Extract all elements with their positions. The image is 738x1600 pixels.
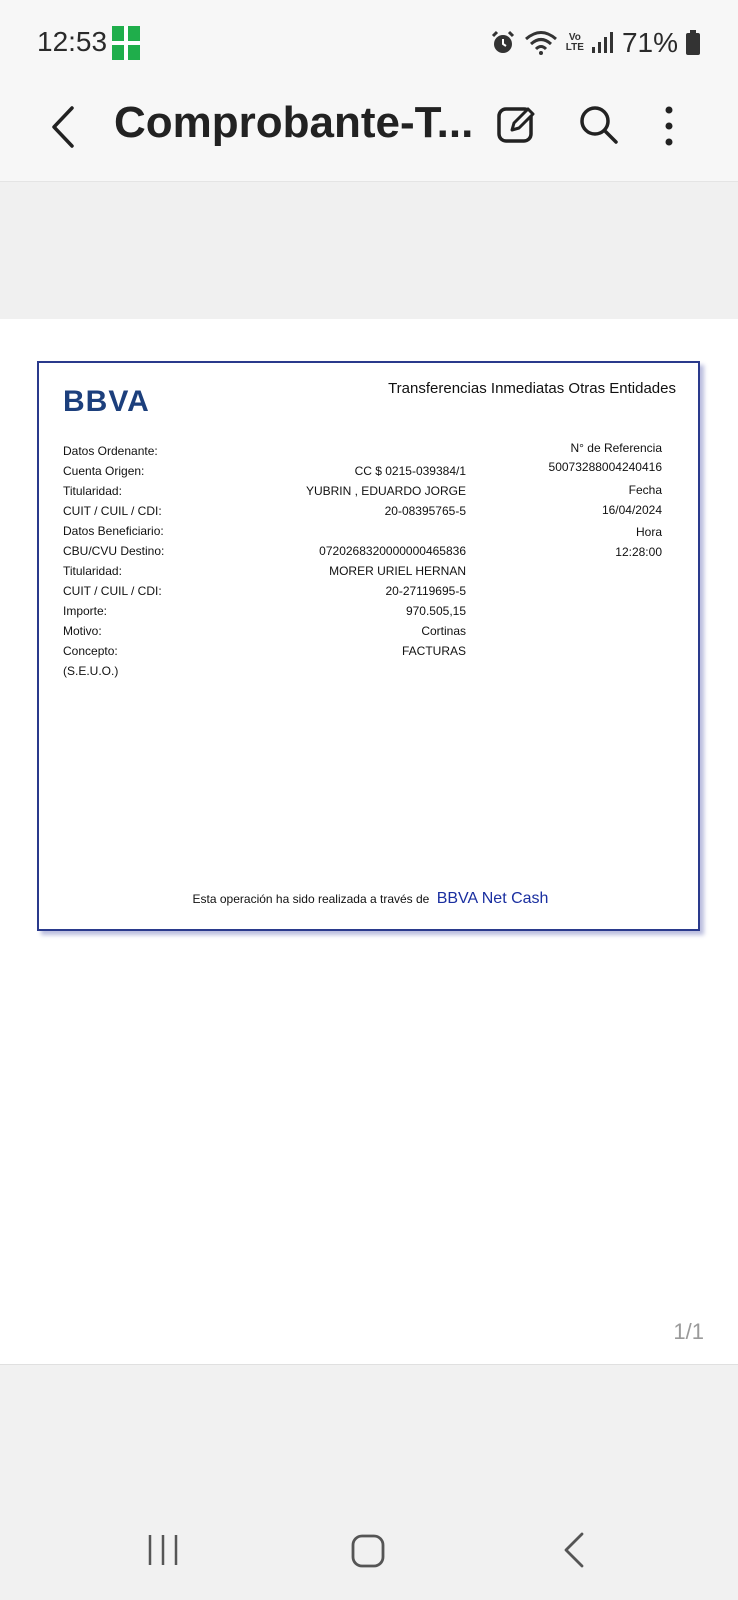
label-concepto: Concepto:: [63, 644, 118, 658]
status-icons: [490, 26, 700, 60]
reference-label: N° de Referencia: [570, 441, 662, 455]
label-importe: Importe:: [63, 604, 108, 618]
more-icon[interactable]: [656, 104, 682, 148]
time-label: Hora: [635, 525, 662, 539]
alarm-icon: [490, 30, 516, 56]
label-motivo: Motivo:: [63, 624, 102, 638]
home-icon[interactable]: [350, 1533, 386, 1569]
edit-icon[interactable]: [496, 104, 538, 146]
value-concepto: FACTURAS: [401, 644, 466, 658]
back-nav-icon[interactable]: [562, 1531, 586, 1569]
status-time: 12:53: [37, 26, 108, 57]
pdf-page[interactable]: [0, 319, 738, 1364]
wifi-icon: [524, 30, 558, 56]
status-bar: [0, 0, 738, 84]
label-titularidad-destino: Titularidad:: [63, 564, 122, 578]
time-value: 12:28:00: [615, 545, 662, 559]
transfer-receipt: [37, 361, 700, 931]
back-icon[interactable]: [46, 104, 82, 150]
receipt-footer: [39, 890, 702, 908]
date-label: Fecha: [628, 483, 662, 497]
label-datos-beneficiario: Datos Beneficiario:: [63, 524, 164, 538]
volte-indicator: [566, 33, 584, 53]
value-motivo: Cortinas: [421, 624, 466, 638]
label-cuenta-origen: Cuenta Origen:: [63, 464, 145, 478]
footer-text: Esta operación ha sido realizada a través de: [192, 892, 430, 906]
value-titularidad-destino: MORER URIEL HERNAN: [329, 564, 466, 578]
volte-top: Vo: [568, 32, 581, 43]
recent-apps-icon[interactable]: [146, 1533, 180, 1567]
page-counter: 1/1: [673, 1319, 704, 1344]
reference-value: 50073288004240416: [548, 460, 662, 474]
navigation-bar: [0, 1364, 738, 1600]
receipt-title: Transferencias Inmediatas Otras Entidades: [388, 380, 676, 397]
label-seuo: (S.E.U.O.): [63, 664, 119, 678]
battery-icon: [686, 30, 700, 56]
search-icon[interactable]: [578, 104, 620, 146]
signal-icon: [592, 31, 614, 55]
label-cbu-destino: CBU/CVU Destino:: [63, 544, 165, 558]
value-titularidad-origen: YUBRIN , EDUARDO JORGE: [305, 484, 466, 498]
viewer-margin: [0, 182, 738, 319]
value-importe: 970.505,15: [405, 604, 466, 618]
footer-brand: BBVA Net Cash: [436, 890, 549, 907]
value-cbu-destino: 0720268320000000465836: [319, 544, 466, 558]
label-datos-ordenante: Datos Ordenante:: [63, 444, 158, 458]
label-cuit-origen: CUIT / CUIL / CDI:: [63, 504, 162, 518]
label-cuit-destino: CUIT / CUIL / CDI:: [63, 584, 162, 598]
value-cuit-destino: 20-27119695-5: [385, 584, 466, 598]
document-title: Comprobante-T...: [114, 98, 474, 147]
app-notification-icon: [112, 26, 140, 60]
label-titularidad-origen: Titularidad:: [63, 484, 122, 498]
app-bar: [0, 84, 738, 182]
bbva-logo-text: BBVA: [63, 385, 150, 415]
value-cuit-origen: 20-08395765-5: [384, 504, 466, 518]
date-value: 16/04/2024: [601, 503, 662, 517]
bbva-logo: [63, 383, 153, 415]
value-cuenta-origen: CC $ 0215-039384/1: [354, 464, 466, 478]
volte-bottom: LTE: [565, 42, 584, 53]
battery-percent: 71%: [621, 27, 678, 58]
